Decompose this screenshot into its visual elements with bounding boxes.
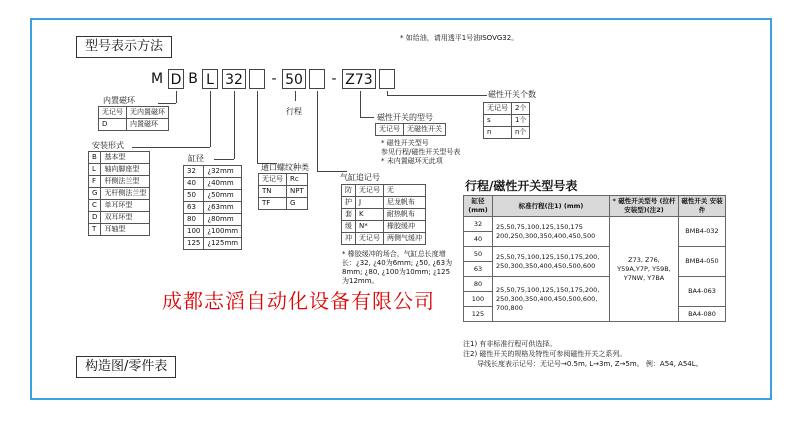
lube-note: * 如给油，请用透平1号油ISOVG32。 bbox=[400, 34, 519, 42]
model-char-blank bbox=[309, 69, 325, 89]
table-cell: ¿40mm bbox=[204, 178, 242, 190]
model-notation-heading: 型号表示方法 bbox=[76, 36, 172, 58]
table-cell: B bbox=[89, 152, 101, 164]
table-cell: 25,50,75,100,125,150,175 200,250,300,350,400,450,500 bbox=[493, 217, 610, 247]
cushion-table bbox=[341, 184, 426, 245]
bore-table bbox=[183, 165, 242, 250]
connector bbox=[360, 117, 374, 118]
table-cell: 冲 bbox=[342, 233, 356, 245]
column-header: 磁性开关 安装件 bbox=[679, 196, 726, 217]
table-cell: 1个 bbox=[512, 115, 530, 127]
table-cell: 125 bbox=[464, 307, 493, 322]
table-cell: TN bbox=[259, 186, 287, 198]
table-cell: 50 bbox=[184, 190, 204, 202]
table-cell: 轴向脚座型 bbox=[101, 164, 150, 176]
switch-count-title: 磁性开关个数 bbox=[488, 90, 536, 99]
connector bbox=[387, 95, 487, 96]
model-char: L bbox=[202, 69, 218, 89]
model-char: 50 bbox=[282, 69, 306, 89]
cushion-title: 气缸追记号 bbox=[340, 173, 380, 182]
table-cell: BMB4-032 bbox=[679, 217, 726, 247]
table-cell: G bbox=[89, 188, 101, 200]
table-cell: 无记号 bbox=[356, 233, 384, 245]
mounting-table bbox=[88, 151, 150, 236]
table-cell: D bbox=[99, 119, 127, 131]
table-cell: 32 bbox=[184, 166, 204, 178]
built-in-magnet-table bbox=[98, 106, 169, 131]
table-cell: K bbox=[356, 209, 384, 221]
stroke-label: 行程 bbox=[286, 107, 302, 116]
table-cell: 尼龙帆布 bbox=[384, 197, 426, 209]
table-cell: 100 bbox=[184, 226, 204, 238]
column-header: 标准行程(注1) (mm) bbox=[493, 196, 610, 217]
table-cell: n bbox=[484, 127, 512, 139]
table-cell: ¿100mm bbox=[204, 226, 242, 238]
table-cell: 套 bbox=[342, 209, 356, 221]
table-cell: 无杆侧法兰型 bbox=[101, 188, 150, 200]
note-line: 8mm; ¿80, ¿100为10mm; ¿125 bbox=[342, 268, 451, 276]
table-cell: C bbox=[89, 200, 101, 212]
table-cell: 无记号 bbox=[259, 174, 287, 186]
table-cell: 25,50,75,100,125,150,175,200, 250,300,350,400,450,500,600 bbox=[493, 247, 610, 277]
table-cell: 橡胶缓冲 bbox=[384, 221, 426, 233]
structure-heading: 构造图/零件表 bbox=[76, 356, 176, 378]
table-cell: ¿32mm bbox=[204, 166, 242, 178]
table-cell: L bbox=[89, 164, 101, 176]
connector bbox=[317, 91, 318, 171]
stroke-table-title: 行程/磁性开关型号表 bbox=[465, 179, 578, 193]
table-cell: D bbox=[89, 212, 101, 224]
table-cell: F bbox=[89, 176, 101, 188]
table-cell: 基本型 bbox=[101, 152, 150, 164]
built-in-magnet-title: 内置磁环 bbox=[103, 96, 135, 105]
connector bbox=[176, 91, 177, 103]
model-char: Z73 bbox=[342, 69, 376, 89]
table-cell: 63 bbox=[464, 262, 493, 277]
model-char: 32 bbox=[222, 69, 246, 89]
table-cell: 无 bbox=[384, 185, 426, 197]
cushion-note bbox=[342, 250, 452, 286]
company-watermark: 成都志滔自动化设备有限公司 bbox=[162, 289, 435, 313]
note-line: 注1) 有非标准行程可供选择。 bbox=[463, 340, 557, 348]
mounting-title: 安装形式 bbox=[92, 141, 124, 150]
switch-model-notes bbox=[381, 139, 460, 166]
note-line: 参见行程/磁性开关型号表 bbox=[381, 148, 461, 156]
port-thread-title: 通口螺纹种类 bbox=[261, 163, 309, 172]
port-thread-table bbox=[258, 173, 308, 210]
table-cell: Z73, Z76, Y59A,Y7P, Y59B, Y7NW, Y7BA bbox=[610, 217, 679, 322]
model-char: - bbox=[271, 71, 277, 87]
table-cell: J bbox=[356, 197, 384, 209]
table-cell: 50 bbox=[464, 247, 493, 262]
stroke-table-notes bbox=[463, 339, 703, 369]
table-cell: N* bbox=[356, 221, 384, 233]
connector bbox=[295, 91, 296, 101]
table-cell: 两侧气缓冲 bbox=[384, 233, 426, 245]
model-char: B bbox=[188, 71, 198, 87]
table-cell: 缓 bbox=[342, 221, 356, 233]
table-cell: 100 bbox=[464, 292, 493, 307]
table-cell: 32 bbox=[464, 217, 493, 232]
table-cell: ¿125mm bbox=[204, 238, 242, 250]
note-line: * 橡胶缓冲的场合，气缸总长度增 bbox=[342, 250, 446, 258]
table-cell: ¿80mm bbox=[204, 214, 242, 226]
table-cell: Rc bbox=[287, 174, 308, 186]
table-cell: 无记号 bbox=[356, 185, 384, 197]
note-line: 长：¿32, ¿40为6mm; ¿50, ¿63为 bbox=[342, 259, 453, 267]
table-cell: 63 bbox=[184, 202, 204, 214]
switch-count-table bbox=[483, 102, 530, 139]
table-cell: BMB4-050 bbox=[679, 247, 726, 277]
model-char-blank bbox=[379, 69, 395, 89]
table-cell: 内置磁环 bbox=[127, 119, 169, 131]
stroke-switch-table bbox=[463, 195, 726, 322]
table-cell: 无内置磁环 bbox=[127, 107, 169, 119]
table-cell: 80 bbox=[184, 214, 204, 226]
table-cell: 无记号 bbox=[484, 103, 512, 115]
connector bbox=[234, 91, 235, 159]
note-line: 注2) 磁性开关的规格及特性可参阅磁性开关之系列。 bbox=[463, 350, 627, 358]
note-line: 导线长度表示记号：无记号→0.5m, L→3m, Z→5m。 例：A54, A54L。 bbox=[477, 360, 703, 368]
note-line: * 磁性开关型号 bbox=[381, 139, 429, 147]
note-line: 为12mm。 bbox=[342, 277, 379, 285]
table-cell: 125 bbox=[184, 238, 204, 250]
table-cell: 单耳环型 bbox=[101, 200, 150, 212]
model-char-blank bbox=[249, 69, 265, 89]
column-header: * 磁性开关型号 (拉杆安装型)(注2) bbox=[610, 196, 679, 217]
table-cell: 无磁性开关 bbox=[404, 124, 446, 136]
table-cell: 无记号 bbox=[99, 107, 127, 119]
column-header: 缸径 (mm) bbox=[464, 196, 493, 217]
table-cell: 40 bbox=[184, 178, 204, 190]
table-cell: 耳轴型 bbox=[101, 224, 150, 236]
model-char: D bbox=[168, 69, 184, 89]
table-cell: 双耳环型 bbox=[101, 212, 150, 224]
table-cell: NPT bbox=[287, 186, 308, 198]
table-cell: ¿50mm bbox=[204, 190, 242, 202]
table-cell: s bbox=[484, 115, 512, 127]
table-cell: BA4-080 bbox=[679, 307, 726, 322]
model-char: M bbox=[150, 71, 164, 87]
connector bbox=[214, 159, 234, 160]
table-cell: n个 bbox=[512, 127, 530, 139]
table-cell: BA4-063 bbox=[679, 277, 726, 307]
bore-title: 缸径 bbox=[188, 154, 204, 163]
table-cell: 无记号 bbox=[376, 124, 404, 136]
table-cell: G bbox=[287, 198, 308, 210]
table-cell: ¿63mm bbox=[204, 202, 242, 214]
note-line: * 未内置磁环无此项 bbox=[381, 157, 443, 165]
table-cell: 护 bbox=[342, 197, 356, 209]
table-cell: 40 bbox=[464, 232, 493, 247]
table-cell: 耐热帆布 bbox=[384, 209, 426, 221]
table-cell: 防 bbox=[342, 185, 356, 197]
connector bbox=[158, 103, 176, 104]
table-cell: TF bbox=[259, 198, 287, 210]
model-char: - bbox=[331, 71, 337, 87]
table-cell: 2个 bbox=[512, 103, 530, 115]
switch-model-table bbox=[375, 123, 446, 136]
table-cell: T bbox=[89, 224, 101, 236]
table-cell: 25,50,75,100,125,150,175,200, 250,300,350,400,450,500,600, 700,800 bbox=[493, 277, 610, 322]
connector bbox=[210, 91, 211, 147]
connector bbox=[257, 91, 258, 163]
table-cell: 80 bbox=[464, 277, 493, 292]
connector bbox=[132, 147, 210, 148]
connector bbox=[360, 91, 361, 117]
switch-model-title: 磁性开关的型号 bbox=[377, 113, 433, 122]
table-cell: 杆侧法兰型 bbox=[101, 176, 150, 188]
